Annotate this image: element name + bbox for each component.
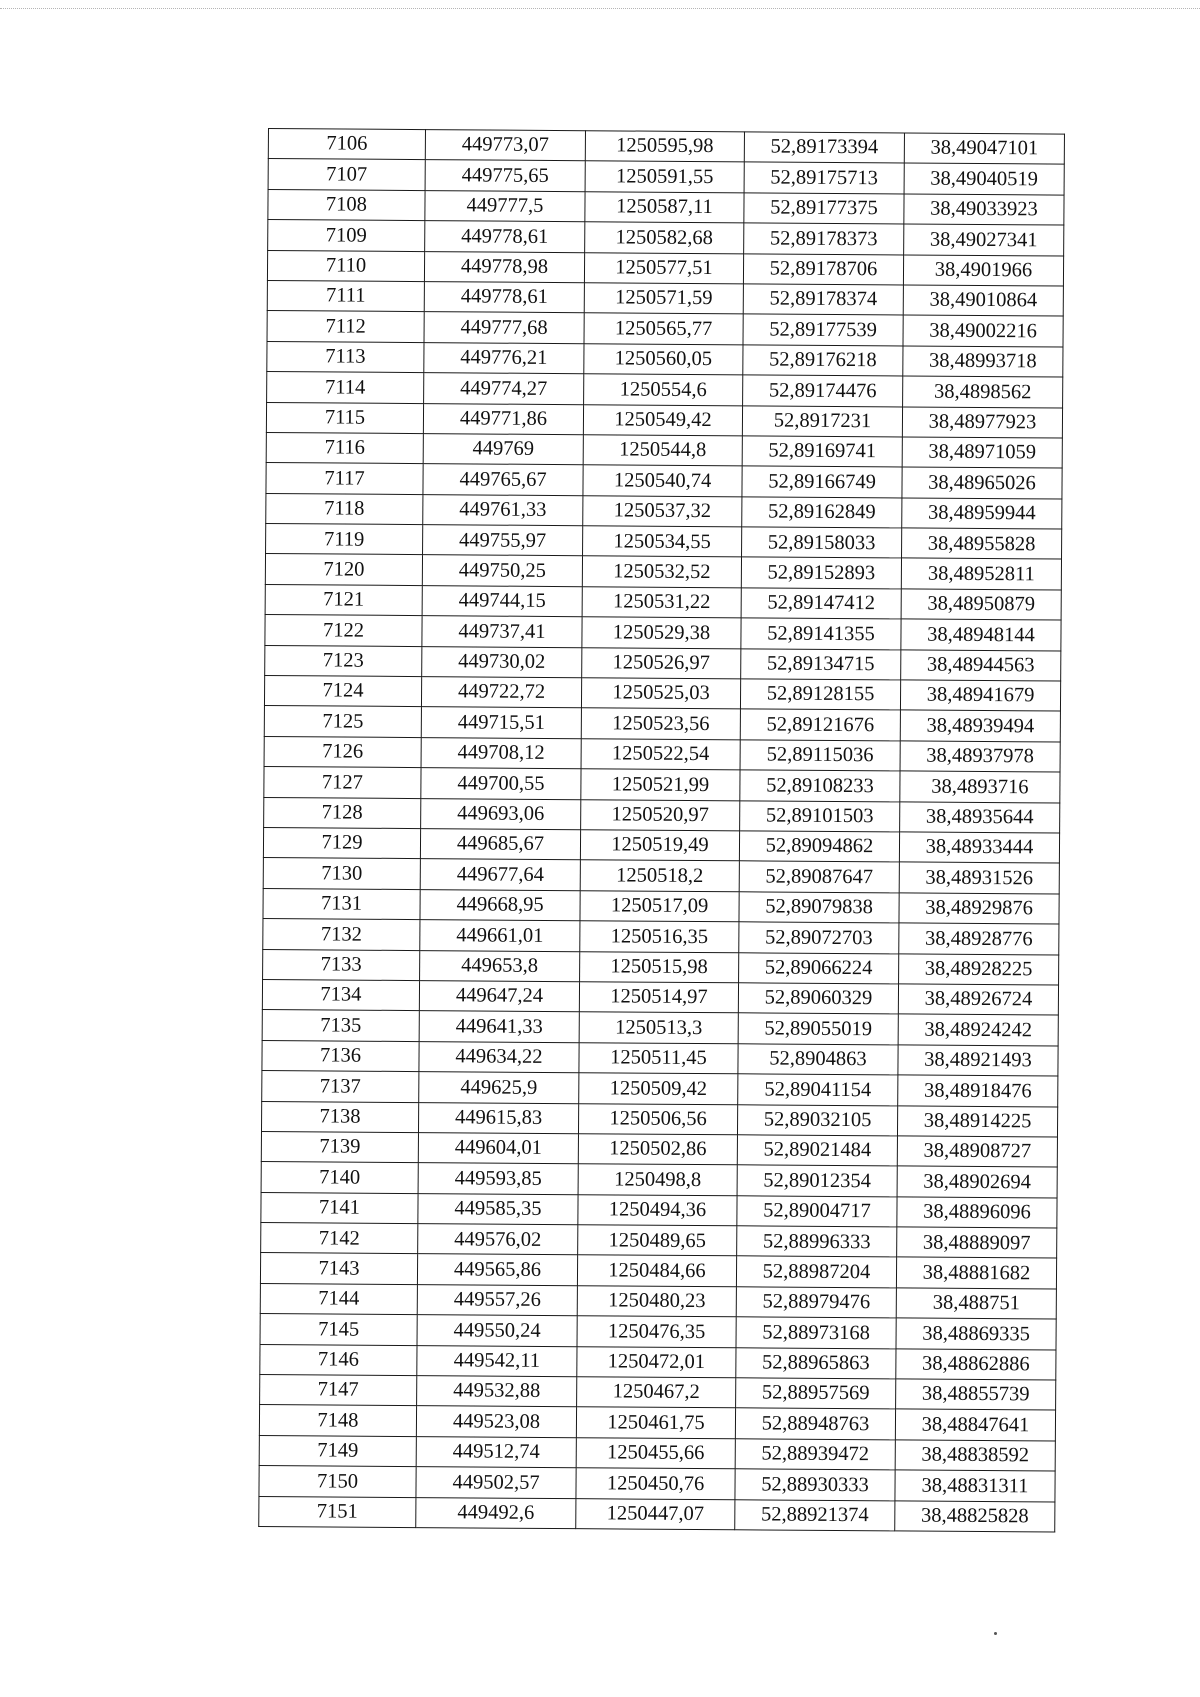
longitude-cell: 38,48928225 — [899, 953, 1059, 985]
latitude-cell: 52,89060329 — [738, 983, 898, 1015]
point-number-cell: 7118 — [266, 493, 423, 524]
x-coordinate-cell: 449773,07 — [425, 130, 585, 162]
x-coordinate-cell: 449625,9 — [419, 1072, 579, 1104]
y-coordinate-cell: 1250554,6 — [584, 374, 743, 405]
point-number-cell: 7145 — [260, 1314, 417, 1345]
latitude-cell: 52,89041154 — [738, 1074, 898, 1106]
longitude-cell: 38,48993718 — [903, 346, 1063, 378]
latitude-cell: 52,88973168 — [736, 1317, 896, 1349]
point-number-cell: 7151 — [259, 1496, 416, 1527]
point-number-cell: 7122 — [265, 615, 422, 646]
x-coordinate-cell: 449557,26 — [417, 1284, 577, 1316]
x-coordinate-cell: 449777,68 — [424, 312, 584, 344]
latitude-cell: 52,89072703 — [739, 922, 899, 954]
y-coordinate-cell: 1250511,45 — [579, 1042, 738, 1073]
latitude-cell: 52,89141355 — [741, 618, 901, 650]
latitude-cell: 52,8904863 — [738, 1044, 898, 1076]
x-coordinate-cell: 449761,33 — [423, 494, 583, 526]
longitude-cell: 38,4901966 — [903, 255, 1063, 287]
point-number-cell: 7125 — [264, 706, 421, 737]
x-coordinate-cell: 449765,67 — [423, 464, 583, 496]
latitude-cell: 52,88939472 — [735, 1439, 895, 1471]
page-top-edge-line — [0, 8, 1200, 9]
x-coordinate-cell: 449737,41 — [422, 616, 582, 648]
x-coordinate-cell: 449532,88 — [417, 1376, 577, 1408]
point-number-cell: 7138 — [261, 1101, 418, 1132]
point-number-cell: 7131 — [263, 888, 420, 919]
x-coordinate-cell: 449661,01 — [420, 920, 580, 952]
longitude-cell: 38,48889097 — [897, 1227, 1057, 1259]
latitude-cell: 52,89121676 — [740, 709, 900, 741]
point-number-cell: 7129 — [263, 827, 420, 858]
longitude-cell: 38,48847641 — [895, 1409, 1055, 1441]
latitude-cell: 52,89169741 — [742, 436, 902, 468]
y-coordinate-cell: 1250455,66 — [576, 1437, 735, 1468]
x-coordinate-cell: 449755,97 — [423, 525, 583, 557]
latitude-cell: 52,89178706 — [743, 253, 903, 285]
y-coordinate-cell: 1250549,42 — [583, 404, 742, 435]
longitude-cell: 38,48971059 — [902, 437, 1062, 469]
latitude-cell: 52,89021484 — [737, 1135, 897, 1167]
longitude-cell: 38,49010864 — [903, 285, 1063, 317]
point-number-cell: 7128 — [264, 797, 421, 828]
latitude-cell: 52,8917231 — [742, 405, 902, 437]
longitude-cell: 38,48914225 — [897, 1105, 1057, 1137]
x-coordinate-cell: 449604,01 — [418, 1132, 578, 1164]
point-number-cell: 7143 — [260, 1253, 417, 1284]
point-number-cell: 7126 — [264, 736, 421, 767]
y-coordinate-cell: 1250560,05 — [584, 343, 743, 374]
latitude-cell: 52,89178374 — [743, 284, 903, 316]
latitude-cell: 52,88930333 — [735, 1469, 895, 1501]
latitude-cell: 52,89147412 — [741, 588, 901, 620]
longitude-cell: 38,48939494 — [900, 710, 1060, 742]
x-coordinate-cell: 449771,86 — [423, 403, 583, 435]
point-number-cell: 7127 — [264, 767, 421, 798]
latitude-cell: 52,88965863 — [736, 1347, 896, 1379]
y-coordinate-cell: 1250531,22 — [582, 587, 741, 618]
y-coordinate-cell: 1250522,54 — [581, 739, 740, 770]
longitude-cell: 38,48908727 — [897, 1136, 1057, 1168]
point-number-cell: 7137 — [262, 1071, 419, 1102]
longitude-cell: 38,48881682 — [896, 1257, 1056, 1289]
latitude-cell: 52,89079838 — [739, 892, 899, 924]
longitude-cell: 38,48959944 — [902, 498, 1062, 530]
y-coordinate-cell: 1250489,65 — [578, 1225, 737, 1257]
x-coordinate-cell: 449647,24 — [419, 981, 579, 1013]
point-number-cell: 7116 — [266, 432, 423, 463]
y-coordinate-cell: 1250520,97 — [581, 799, 740, 830]
y-coordinate-cell: 1250526,97 — [582, 647, 741, 678]
y-coordinate-cell: 1250577,51 — [584, 252, 743, 283]
point-number-cell: 7108 — [268, 189, 425, 220]
latitude-cell: 52,89128155 — [740, 679, 900, 711]
y-coordinate-cell: 1250494,36 — [578, 1194, 737, 1225]
latitude-cell: 52,88957569 — [736, 1378, 896, 1410]
x-coordinate-cell: 449685,67 — [420, 829, 580, 861]
x-coordinate-cell: 449750,25 — [422, 555, 582, 587]
y-coordinate-cell: 1250571,59 — [584, 283, 743, 314]
y-coordinate-cell: 1250534,55 — [583, 526, 742, 557]
x-coordinate-cell: 449715,51 — [421, 707, 581, 739]
latitude-cell: 52,89087647 — [739, 861, 899, 893]
longitude-cell: 38,49002216 — [903, 315, 1063, 347]
y-coordinate-cell: 1250472,01 — [577, 1346, 736, 1377]
longitude-cell: 38,48825828 — [895, 1500, 1055, 1532]
longitude-cell: 38,48965026 — [902, 467, 1062, 499]
x-coordinate-cell: 449775,65 — [425, 160, 585, 192]
y-coordinate-cell: 1250587,11 — [585, 191, 744, 222]
point-number-cell: 7149 — [259, 1435, 416, 1466]
longitude-cell: 38,48944563 — [901, 650, 1061, 682]
y-coordinate-cell: 1250450,76 — [576, 1468, 735, 1499]
y-coordinate-cell: 1250506,56 — [578, 1103, 737, 1134]
latitude-cell: 52,89166749 — [742, 466, 902, 498]
longitude-cell: 38,488751 — [896, 1288, 1056, 1320]
y-coordinate-cell: 1250502,86 — [578, 1134, 737, 1165]
x-coordinate-cell: 449708,12 — [421, 737, 581, 769]
y-coordinate-cell: 1250544,8 — [583, 435, 742, 466]
latitude-cell: 52,89101503 — [740, 800, 900, 832]
point-number-cell: 7146 — [260, 1344, 417, 1375]
y-coordinate-cell: 1250540,74 — [583, 465, 742, 496]
longitude-cell: 38,49040519 — [904, 163, 1064, 195]
longitude-cell: 38,48977923 — [902, 406, 1062, 438]
x-coordinate-cell: 449777,5 — [425, 190, 585, 222]
y-coordinate-cell: 1250521,99 — [581, 769, 740, 800]
x-coordinate-cell: 449512,74 — [416, 1436, 576, 1468]
point-number-cell: 7124 — [264, 676, 421, 707]
longitude-cell: 38,48950879 — [901, 589, 1061, 621]
y-coordinate-cell: 1250476,35 — [577, 1316, 736, 1347]
latitude-cell: 52,89162849 — [742, 497, 902, 529]
latitude-cell: 52,89178373 — [744, 223, 904, 255]
point-number-cell: 7120 — [265, 554, 422, 585]
x-coordinate-cell: 449565,86 — [417, 1254, 577, 1286]
x-coordinate-cell: 449576,02 — [418, 1224, 578, 1256]
latitude-cell: 52,89004717 — [737, 1195, 897, 1227]
latitude-cell: 52,89175713 — [744, 162, 904, 194]
point-number-cell: 7107 — [268, 159, 425, 190]
point-number-cell: 7123 — [265, 645, 422, 676]
point-number-cell: 7133 — [263, 949, 420, 980]
x-coordinate-cell: 449778,61 — [425, 221, 585, 253]
latitude-cell: 52,89177539 — [743, 314, 903, 346]
longitude-cell: 38,48926724 — [898, 984, 1058, 1016]
x-coordinate-cell: 449615,83 — [418, 1102, 578, 1134]
x-coordinate-cell: 449492,6 — [416, 1497, 576, 1529]
x-coordinate-cell: 449634,22 — [419, 1041, 579, 1073]
longitude-cell: 38,48929876 — [899, 893, 1059, 925]
longitude-cell: 38,49033923 — [904, 194, 1064, 226]
coordinates-table-body — [259, 129, 1065, 1532]
longitude-cell: 38,48918476 — [898, 1075, 1058, 1107]
latitude-cell: 52,89134715 — [741, 648, 901, 680]
table-row — [259, 1496, 1055, 1532]
latitude-cell: 52,89158033 — [742, 527, 902, 559]
point-number-cell: 7150 — [259, 1466, 416, 1497]
coordinates-table — [258, 128, 1065, 1532]
y-coordinate-cell: 1250467,2 — [577, 1377, 736, 1408]
point-number-cell: 7110 — [267, 250, 424, 281]
point-number-cell: 7135 — [262, 1010, 419, 1041]
y-coordinate-cell: 1250518,2 — [580, 860, 739, 891]
longitude-cell: 38,48952811 — [901, 558, 1061, 590]
latitude-cell: 52,89177375 — [744, 193, 904, 225]
x-coordinate-cell: 449653,8 — [420, 950, 580, 982]
y-coordinate-cell: 1250513,3 — [579, 1012, 738, 1043]
point-number-cell: 7109 — [268, 220, 425, 251]
longitude-cell: 38,48838592 — [895, 1440, 1055, 1472]
latitude-cell: 52,88996333 — [737, 1226, 897, 1258]
latitude-cell: 52,89032105 — [737, 1104, 897, 1136]
point-number-cell: 7136 — [262, 1040, 419, 1071]
longitude-cell: 38,49047101 — [904, 133, 1064, 165]
y-coordinate-cell: 1250537,32 — [583, 495, 742, 526]
y-coordinate-cell: 1250480,23 — [577, 1286, 736, 1318]
point-number-cell: 7140 — [261, 1162, 418, 1193]
y-coordinate-cell: 1250484,66 — [577, 1255, 736, 1287]
longitude-cell: 38,48941679 — [900, 680, 1060, 712]
point-number-cell: 7117 — [266, 463, 423, 494]
y-coordinate-cell: 1250595,98 — [585, 131, 744, 162]
x-coordinate-cell: 449668,95 — [420, 889, 580, 921]
latitude-cell: 52,89108233 — [740, 770, 900, 802]
point-number-cell: 7139 — [261, 1131, 418, 1162]
latitude-cell: 52,89012354 — [737, 1165, 897, 1197]
scan-speck — [994, 1632, 997, 1635]
point-number-cell: 7142 — [261, 1223, 418, 1254]
point-number-cell: 7147 — [260, 1374, 417, 1405]
point-number-cell: 7134 — [262, 979, 419, 1010]
x-coordinate-cell: 449700,55 — [421, 768, 581, 800]
latitude-cell: 52,89152893 — [741, 557, 901, 589]
longitude-cell: 38,48937978 — [900, 741, 1060, 773]
x-coordinate-cell: 449774,27 — [424, 373, 584, 405]
x-coordinate-cell: 449502,57 — [416, 1467, 576, 1499]
y-coordinate-cell: 1250529,38 — [582, 617, 741, 648]
y-coordinate-cell: 1250461,75 — [576, 1407, 735, 1438]
longitude-cell: 38,48948144 — [901, 619, 1061, 651]
x-coordinate-cell: 449593,85 — [418, 1163, 578, 1195]
latitude-cell: 52,89174476 — [743, 375, 903, 407]
longitude-cell: 38,48928776 — [899, 923, 1059, 955]
latitude-cell: 52,88987204 — [736, 1256, 896, 1288]
latitude-cell: 52,89176218 — [743, 345, 903, 377]
latitude-cell: 52,89173394 — [744, 132, 904, 164]
longitude-cell: 38,48902694 — [897, 1166, 1057, 1198]
longitude-cell: 38,48933444 — [899, 832, 1059, 864]
x-coordinate-cell: 449550,24 — [417, 1315, 577, 1347]
x-coordinate-cell: 449585,35 — [418, 1193, 578, 1225]
point-number-cell: 7113 — [267, 341, 424, 372]
x-coordinate-cell: 449693,06 — [421, 798, 581, 830]
longitude-cell: 38,48935644 — [900, 802, 1060, 834]
latitude-cell: 52,89066224 — [739, 952, 899, 984]
latitude-cell: 52,89055019 — [738, 1013, 898, 1045]
y-coordinate-cell: 1250519,49 — [580, 830, 739, 861]
longitude-cell: 38,48896096 — [897, 1197, 1057, 1229]
y-coordinate-cell: 1250565,77 — [584, 313, 743, 344]
y-coordinate-cell: 1250517,09 — [580, 890, 739, 921]
y-coordinate-cell: 1250582,68 — [585, 222, 744, 253]
point-number-cell: 7114 — [267, 372, 424, 403]
point-number-cell: 7115 — [266, 402, 423, 433]
latitude-cell: 52,88921374 — [735, 1499, 895, 1531]
longitude-cell: 38,48931526 — [899, 862, 1059, 894]
y-coordinate-cell: 1250523,56 — [581, 708, 740, 739]
latitude-cell: 52,89094862 — [739, 831, 899, 863]
x-coordinate-cell: 449641,33 — [419, 1011, 579, 1043]
x-coordinate-cell: 449776,21 — [424, 342, 584, 374]
x-coordinate-cell: 449778,98 — [424, 251, 584, 283]
point-number-cell: 7119 — [266, 524, 423, 555]
longitude-cell: 38,49027341 — [904, 224, 1064, 256]
y-coordinate-cell: 1250514,97 — [579, 982, 738, 1013]
point-number-cell: 7111 — [267, 280, 424, 311]
latitude-cell: 52,89115036 — [740, 740, 900, 772]
y-coordinate-cell: 1250447,07 — [576, 1498, 735, 1529]
point-number-cell: 7148 — [259, 1405, 416, 1436]
longitude-cell: 38,48921493 — [898, 1045, 1058, 1077]
y-coordinate-cell: 1250516,35 — [580, 921, 739, 952]
y-coordinate-cell: 1250525,03 — [581, 678, 740, 709]
longitude-cell: 38,48831311 — [895, 1470, 1055, 1502]
longitude-cell: 38,48955828 — [902, 528, 1062, 560]
x-coordinate-cell: 449744,15 — [422, 585, 582, 617]
latitude-cell: 52,88979476 — [736, 1287, 896, 1319]
x-coordinate-cell: 449542,11 — [417, 1345, 577, 1377]
y-coordinate-cell: 1250498,8 — [578, 1164, 737, 1195]
point-number-cell: 7106 — [268, 129, 425, 160]
y-coordinate-cell: 1250532,52 — [582, 556, 741, 587]
point-number-cell: 7132 — [263, 919, 420, 950]
longitude-cell: 38,48862886 — [896, 1349, 1056, 1381]
longitude-cell: 38,4898562 — [903, 376, 1063, 408]
point-number-cell: 7130 — [263, 858, 420, 889]
longitude-cell: 38,48924242 — [898, 1014, 1058, 1046]
point-number-cell: 7112 — [267, 311, 424, 342]
x-coordinate-cell: 449778,61 — [424, 282, 584, 314]
y-coordinate-cell: 1250591,55 — [585, 161, 744, 192]
y-coordinate-cell: 1250509,42 — [579, 1073, 738, 1104]
point-number-cell: 7141 — [261, 1192, 418, 1223]
x-coordinate-cell: 449722,72 — [421, 677, 581, 709]
longitude-cell: 38,48855739 — [896, 1379, 1056, 1411]
point-number-cell: 7121 — [265, 584, 422, 615]
x-coordinate-cell: 449730,02 — [422, 646, 582, 678]
y-coordinate-cell: 1250515,98 — [580, 951, 739, 982]
x-coordinate-cell: 449523,08 — [416, 1406, 576, 1438]
longitude-cell: 38,48869335 — [896, 1318, 1056, 1350]
x-coordinate-cell: 449769 — [423, 433, 583, 465]
point-number-cell: 7144 — [260, 1283, 417, 1314]
x-coordinate-cell: 449677,64 — [420, 859, 580, 891]
latitude-cell: 52,88948763 — [735, 1408, 895, 1440]
longitude-cell: 38,4893716 — [900, 771, 1060, 803]
